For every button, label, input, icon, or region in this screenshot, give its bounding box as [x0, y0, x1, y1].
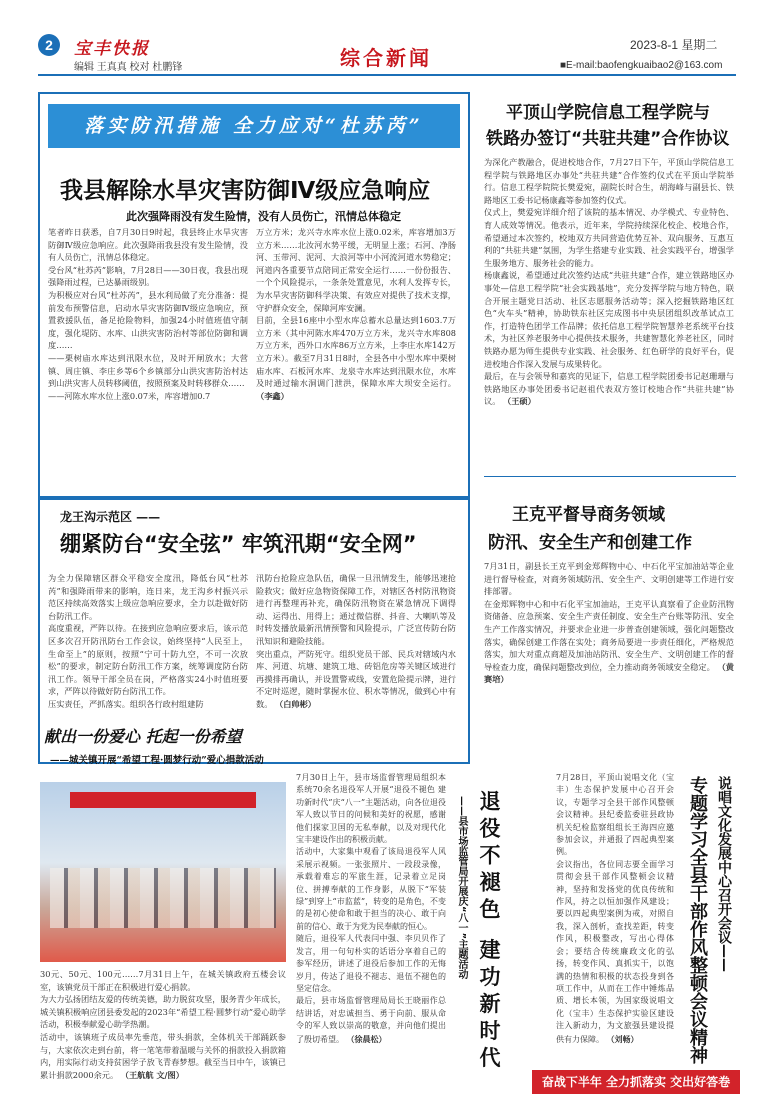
pdsu-credit: （王硕） [503, 396, 536, 407]
wangke-body [484, 560, 734, 760]
page-number: 2 [38, 34, 60, 56]
veterans-body [296, 772, 446, 1094]
pdsu-title-line2: 铁路办签订“共驻共建”合作协议 [486, 129, 730, 149]
issue-date: 2023-8-1 星期二 [630, 38, 718, 52]
veterans-credit: （徐晨松） [346, 1033, 387, 1044]
love-subtitle: ——城关镇开展“希望工程·圆梦行动”爱心捐款活动 [50, 755, 264, 766]
pdsu-body [484, 156, 734, 468]
veterans-vtitle: 退役不褪色 建功新时代 [477, 790, 501, 1074]
love-title: 献出一份爱心 托起一份希望 [44, 727, 242, 746]
email-line: ■E-mail:baofengkuaibao2@163.com [560, 60, 723, 71]
wangke-credit: （黄赛培） [484, 661, 734, 685]
photo-banner-shape [70, 792, 256, 808]
veterans-body-text: 7月30日上午，县市场监督管理局组织本系统70余名退役军人开展“退役不褪色 建功新时代”庆“八一”主题活动，向各位退役军人致以节日的问候和美好的祝愿，感谢他们探家卫国的无私奉献，以及对现代化宝丰建设作出的积极贡献。 活动中，大家集中观看了该局退役军人风采展示视频。一张张照片、一段段录像，承载着难忘的军旅生涯，记录着立足岗位、拼搏奉献的工作身影，从脱下“军装绿”到穿上“市监蓝”，转变的是角色，不变的是初心使命和敢于担当的决心、敢于向前的信心、敢于为党为民奉献的恒心。 随后，退役军人代表闫中强、李贝贝作了发言，用一句句朴实的话语分享着自己的参军经历，讲述了退役后参加工作的无悔岁月，传达了退役不褪志、退伍不褪色的坚定信念。 最后，县市场监督管理局局长王晓丽作总结讲话，对忠诚担当、勇于向前、服从命令的军人致以崇高的敬意，并向他们提出了殷切希望。 [296, 773, 446, 1044]
culture-body-text: 7月28日，平顶山说唱文化（宝丰）生态保护发展中心召开会议，专题学习全县干部作风整顿会议精神。县纪委监委驻县政协机关纪检监察组组长王海四应邀参加会议，并通报了四起典型案例。 会议指出，各位同志要全面学习贯彻会县干部作风整顿会议精神，坚持和发扬党的优良传统和作风，持之以恒加强作风建设；要以四起典型案例为戒，对照自我，深入剖析，查找差距，转变作风，积极整改，写出心得体会；要结合传统廉政文化的弘扬，转变作风、真抓实干，以饱满的热情和积极的状态投身到各项工作中，从而在工作中锤炼品质、增长本领，为国家级说唱文化（宝丰）生态保护实验区建设注入新动力，为文旅强县建设提供有力保障。 [556, 773, 674, 1044]
donation-photo [40, 782, 286, 962]
wangke-body-text: 7月31日，副县长王克平到金郑辉物中心、中石化平宝加油站等企业进行督导检查，对商务领域防汛、安全生产、文明创建等工作进行安排部署。 在金郑辉物中心和中石化平宝加油站，王克平认真察看了企业防汛物资储备、应急预案、安全生产责任制度、安全生产台账等防汛、安全生产工作落实情况，并要求企业进一步普查创建领域，强化问题整改落实，确保创建工作落在实处；商务局要进一步责任细化，严格规范落实，加大对重点商超及加油站防汛、安全生产、文明创建工作的督导检查力度，确保问题整改到位，全力推动商务领域安全稳定。 [484, 561, 734, 672]
veterans-vsub: ——县市场监管局开展庆“八一”主题活动 [456, 796, 467, 980]
longwangou-col2-text: 汛防台抢险应急队伍，确保一旦汛情发生，能够迅速抢险救灾；做好应急物资保障工作，对辖区各村防汛物资进行再整理再补充，确保防汛物资在紧急情况下调得动、运得出、用得上；通过微信群、抖音、大喇叭等及时转发播放最新汛情预警和风险提示，广泛宣传防台防汛知识和避险技能。 突出重点，严防死守。组织党员干部、民兵对辖域内水库、河道、坑塘、建筑工地、砖铝危房等关键区域进行再摸排再确认，并设置警戒线，安置危险提示牌，进行不定时巡逻，随时掌握水位、积水等情况，做到心中有数。 [256, 573, 456, 709]
flood-subtitle: 此次强降雨没有发生险情，没有人员伤亡，汛情总体稳定 [126, 210, 401, 223]
wangke-title-line2: 防汛、安全生产和创建工作 [488, 533, 692, 553]
masthead-logo: 宝丰快报 [74, 39, 150, 59]
flood-col2 [256, 226, 456, 486]
culture-credit: （刘畅） [606, 1033, 639, 1044]
love-body [40, 968, 286, 1098]
longwangou-col2 [256, 572, 456, 758]
flood-credit: （李鑫） [256, 390, 289, 401]
flood-title: 我县解除水旱灾害防御Ⅳ级应急响应 [60, 178, 431, 204]
culture-vtitle-line1: 说唱文化发展中心召开会议—— [716, 776, 732, 972]
longwangou-kicker: 龙王沟示范区 —— [60, 510, 161, 524]
love-credit: （王航航 文/图） [120, 1069, 184, 1080]
love-body-text: 30元、50元、100元……7月31日上午，在城关镇政府五楼会议室，该镇党员干部正在积极进行爱心捐款。 为大力弘扬团结友爱的传统美德，助力脱贫攻坚，服务青少年成长，城关镇积极响应团县委发起的2023年“希望工程·圆梦行动”爱心助学活动，积极奉献爱心助学热潮。 活动中，该镇班子成员率先垂范，带头捐款，全体机关干部踊跃参与，大家依次走到台前，将一笔笔带着温暖与关怀的捐款投入捐款箱内，用实际行动支持贫困学子放飞青春梦想。截至当日中午，该镇已累计捐款2000余元。 [40, 969, 286, 1080]
flood-col2-text: 万立方米；龙兴寺水库水位上涨0.02米，库容增加3万立方米……北汝河水势平缓，无明显上涨；石河、净肠河、玉带河、泥河、大浪河等中小河流河道水势稳定；河道内各重要节点陪同正常安全运行……一份份报告、一个个风险提示，一条条处置意见，水利人发挥专长，为水旱灾害防御科学决策、有效应对提供了技术支撑，守护群众安全，保障河库安澜。 目前，全县16座中小型水库总蓄水总量达到1603.7万立方米（其中河陈水库470万立方米，龙兴寺水库808万立方米，西外口水库86万立方米，上李庄水库142万立方米）。截至7月31日8时，全县各中小型水库中栗树庙水库、石板河水库、龙泉寺水库达到汛限水位，水库及时通过输水洞调门泄洪，保障水库大坝安全运行。 [256, 227, 456, 389]
longwangou-title: 绷紧防台“安全弦” 牢筑汛期“安全网” [60, 532, 417, 556]
editors-line: 编辑 王真真 校对 杜鹏锋 [74, 62, 183, 73]
longwangou-col1: 为全力保障辖区群众平稳安全度汛，降低台风“杜苏芮”和强降雨带来的影响，连日来，龙王沟乡村振兴示范区持续高效落实上级应急响应要求，全力以赴做好防台防汛工作。 高度重视，严阵以待。在接到应急响应要求后，该示范区多次召开防汛防台工作会议，始终坚持“人民至上，生命至上”的原则，按照“宁可十防九空，不可一次放松”的要求，制定防台防汛工作方案，统筹调度防台防汛工作。领导干部全员在岗，严格落实24小时值班要求，严阵以待做好防台防汛工作。 压实责任，严抓落实。组织各行政村组建防 [48, 573, 248, 709]
photo-people-shape [50, 868, 276, 928]
longwangou-credit: （白帅彬） [275, 698, 316, 709]
header-divider [38, 74, 736, 76]
wangke-divider [484, 476, 736, 477]
section-title: 综合新闻 [340, 46, 432, 70]
page-header [0, 0, 772, 82]
culture-vtitle-line2: 专题学习全县干部作风整顿会议精神 [687, 776, 708, 1064]
pdsu-body-text: 为深化产教融合，促进校地合作，7月27日下午，平顶山学院信息工程学院与铁路地区办事处“共驻共建”合作签约仪式在平顶山学院举行。信息工程学院院长樊爱宛，副院长时合生，胡海峰与副县长、铁路地区工委书记杨康鑫等参加签约仪式。 仪式上，樊爱宛详细介绍了该院的基本情况、办学模式、专业特色、育人成效等情况。他表示，近年来，学院持续深化校企、校地合作，希望通过本次签约，校地双方共同营造优势互补、双向服务、互惠互利的“共驻共建”氛围，为学生搭建专业实践、社会实践平台，增强学生服务地方、服务社会的能力。 杨康鑫说，希望通过此次签约达成“共驻共建”合作，建立铁路地区办事处—信息工程学院“社会实践基地”，充分发挥学院与地方特色，联合开展主题党日活动、社区志愿服务活动等；深入挖掘铁路地区红色“火车头”精神，协助铁东社区完成图书中央层团组织改革试点工作，打造特色团学工作品牌；依托信息工程学院智慧养老系统平台技术，为社区养老服务中心提供技术服务，共建智慧化养老社区，同时铁路办愿为师生提供专业实践、社会服务、红色研学的良好平台，促进校地合作深入发展与成果转化。 最后，在与会领导和嘉宾的见证下，信息工程学院团委书记赵珊珊与铁路地区办事处团委书记赵祖代表双方签订校地合作“共驻共建”协议。 [484, 157, 734, 407]
culture-body [556, 772, 674, 1066]
flood-banner: 落实防汛措施 全力应对“杜苏芮” [48, 104, 460, 148]
wangke-title-line1: 王克平督导商务领域 [512, 505, 665, 525]
pdsu-title-line1: 平顶山学院信息工程学院与 [506, 103, 710, 123]
flood-col1: 笔者昨日获悉，自7月30日9时起，我县终止水旱灾害防御Ⅳ级应急响应。此次强降雨我县没有发生险情，没有人员伤亡，汛情总体稳定。 受台风“杜苏芮”影响，7月28日——30日夜，我县出现强降雨过程，已达暴雨级别。 为积极应对台风“杜苏芮”，县水利局做了充分准备：提前发布预警信息，启动水旱灾害防御Ⅳ级应急响应，预置救援队伍，备足抢险物料，加强24小时值班值守制度，强化堤防、水库、山洪灾害防治村等部位防御和调度…… ——栗树庙水库达到汛限水位，及时开闸放水；大营镇、周庄镇、李庄乡等6个乡镇部分山洪灾害防治村达到山洪灾害人员转移阈值，按照预案及时转移群众…… ——河陈水库水位上涨0.07米，库容增加0.7 [48, 227, 248, 401]
footer-slogan: 奋战下半年 全力抓落实 交出好答卷 [532, 1070, 740, 1094]
